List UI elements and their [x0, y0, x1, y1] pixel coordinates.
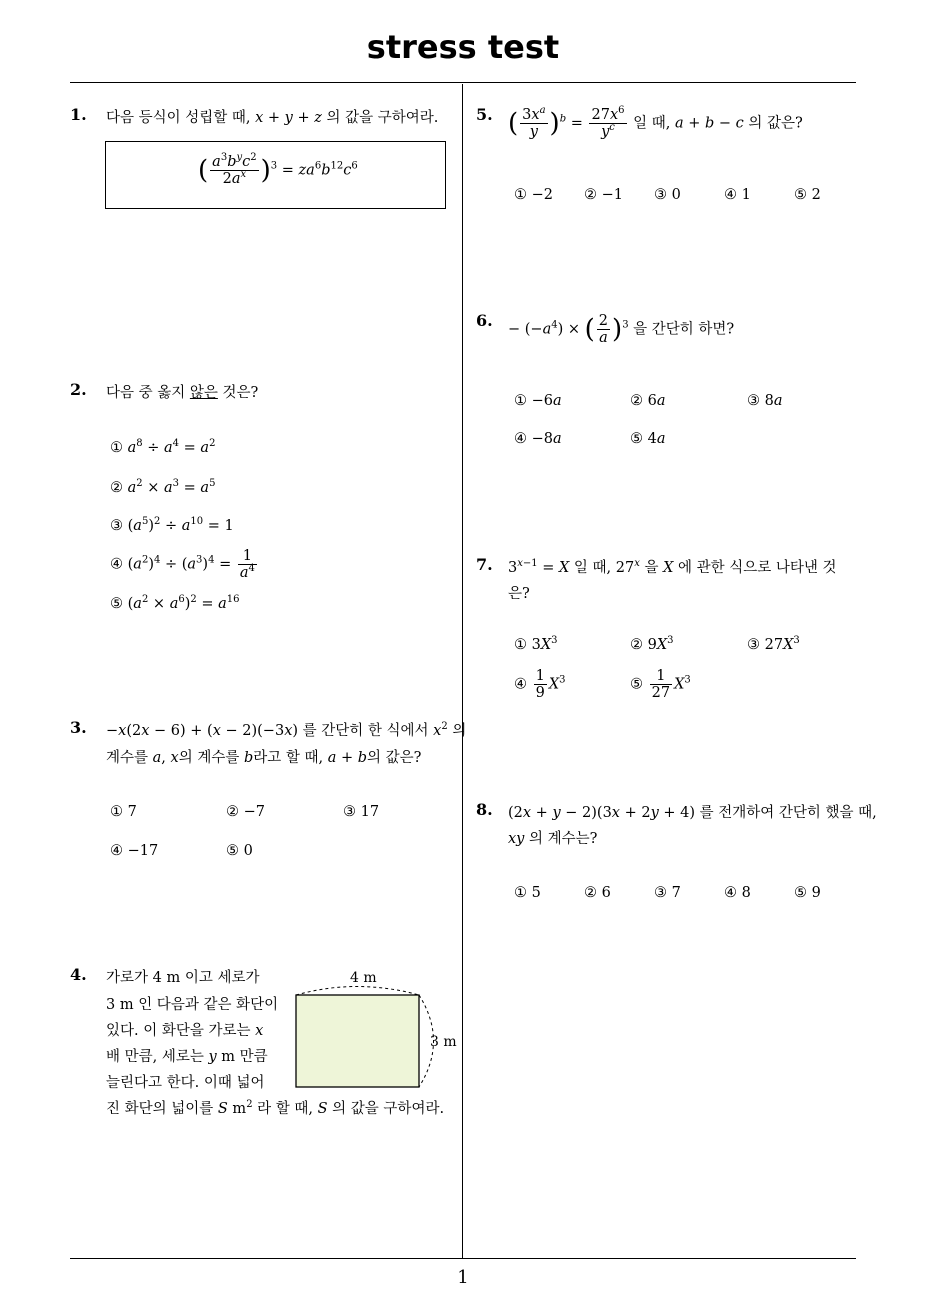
question-text-line-2: 계수를 a, x의 계수를 b라고 할 때, a + b의 값은?	[106, 750, 422, 766]
option-1[interactable]: ① 5	[514, 885, 541, 901]
option-4[interactable]: ④ 1	[724, 187, 751, 203]
option-5[interactable]: ⑤ 9	[794, 885, 821, 901]
option-4[interactable]: ④ −8a	[514, 431, 562, 447]
option-3[interactable]: ③ 0	[654, 187, 681, 203]
height-label: 3 m	[430, 1034, 457, 1050]
option-3[interactable]: ③ $(a^5)^2 \div a^{10} = 1$	[110, 516, 234, 534]
option-4[interactable]: ④ $\frac{1}{9}$ $X^3$	[514, 668, 566, 701]
option-1[interactable]: ① −2	[514, 187, 553, 203]
question-text-line-4: 배 만큼, 세로는 y m 만큼	[106, 1049, 268, 1065]
question-text: − $(-a^4)$ × ( $\frac{2}{a}$ )$^3$ 을 간단히 하면?	[508, 313, 735, 346]
option-5[interactable]: ⑤ 2	[794, 187, 821, 203]
option-4[interactable]: ④ $(a^2)^4 \div (a^3)^4$ = $\frac{1}{a^4}$	[110, 548, 255, 581]
option-3[interactable]: ③ 8a	[747, 393, 783, 409]
question-text-line-1: $3^{x-1} = X$ 일 때, 27$^x$ 을 X 에 관한 식으로 나타낸 것	[508, 558, 837, 576]
page-number: 1	[457, 1267, 469, 1288]
question-text-line-2: 은?	[508, 586, 530, 602]
option-2[interactable]: ② 6	[584, 885, 611, 901]
option-1[interactable]: ① 7	[110, 804, 137, 820]
question-number: 2.	[70, 380, 87, 399]
option-1[interactable]: ① $3X^3$	[514, 635, 558, 653]
question-number: 3.	[70, 718, 87, 737]
question-number: 1.	[70, 105, 87, 124]
option-5[interactable]: ⑤ 0	[226, 843, 253, 859]
option-5[interactable]: ⑤ 4a	[630, 431, 666, 447]
garden-rectangle	[296, 995, 419, 1087]
equation: ( $\frac{a^3b^yc^2}{2a^x}$ )$^3 = za^6b^{12}c^6$	[198, 152, 358, 187]
question-number: 4.	[70, 965, 87, 984]
question-text: ( $\frac{3x^a}{y}$ )$^b$ = $\frac{27x^6}{y^c}$ 일 때, a + b − c 의 값은?	[508, 105, 803, 140]
option-4[interactable]: ④ 8	[724, 885, 751, 901]
option-2[interactable]: ② −1	[584, 187, 623, 203]
option-2[interactable]: ② −7	[226, 804, 265, 820]
question-text-line-1: (2x + y − 2)(3x + 2y + 4) 를 전개하여 간단히 했을 때,	[508, 805, 877, 821]
column-divider	[462, 84, 463, 1258]
question-text-line-1: 가로가 4 m 이고 세로가	[106, 970, 260, 986]
question-number: 6.	[476, 311, 493, 330]
option-1[interactable]: ① −6a	[514, 393, 562, 409]
bottom-rule	[70, 1258, 856, 1259]
page-title: stress test	[366, 28, 560, 66]
option-3[interactable]: ③ 17	[343, 804, 380, 820]
option-2[interactable]: ② 6a	[630, 393, 666, 409]
option-3[interactable]: ③ 7	[654, 885, 681, 901]
question-text: 다음 중 옳지 않은 것은?	[106, 385, 259, 401]
question-number: 5.	[476, 105, 493, 124]
option-2[interactable]: ② $9X^3$	[630, 635, 674, 653]
option-5[interactable]: ⑤ $(a^2 \times a^6)^2 = a^{16}$	[110, 594, 240, 612]
option-4[interactable]: ④ −17	[110, 843, 159, 859]
option-5[interactable]: ⑤ $\frac{1}{27}$ $X^3$	[630, 668, 691, 701]
top-rule	[70, 82, 856, 83]
question-text-line-3: 있다. 이 화단을 가로는 x	[106, 1023, 264, 1039]
option-1[interactable]: ① $a^8 \div a^4 = a^2$	[110, 438, 216, 456]
width-label: 4 m	[350, 970, 377, 986]
garden-diagram	[290, 968, 460, 1094]
option-2[interactable]: ② $a^2 \times a^3 = a^5$	[110, 478, 216, 496]
question-text-line-1: −x(2x − 6) + (x − 2)(−3x) 를 간단히 한 식에서 $x^2$ 의	[106, 721, 467, 739]
width-arc	[296, 987, 419, 996]
question-number: 8.	[476, 800, 493, 819]
question-text-line-5: 늘린다고 한다. 이때 넓어	[106, 1075, 265, 1091]
option-3[interactable]: ③ $27X^3$	[747, 635, 800, 653]
equation-box	[105, 141, 446, 209]
question-text-line-6: 진 화단의 넓이를 S $m^2$ 라 할 때, S 의 값을 구하여라.	[106, 1099, 445, 1117]
question-number: 7.	[476, 555, 493, 574]
question-text-line-2: xy 의 계수는?	[508, 831, 598, 847]
question-text: 다음 등식이 성립할 때, x + y + z 의 값을 구하여라.	[106, 110, 439, 126]
question-text-line-2: 3 m 인 다음과 같은 화단이	[106, 997, 279, 1013]
